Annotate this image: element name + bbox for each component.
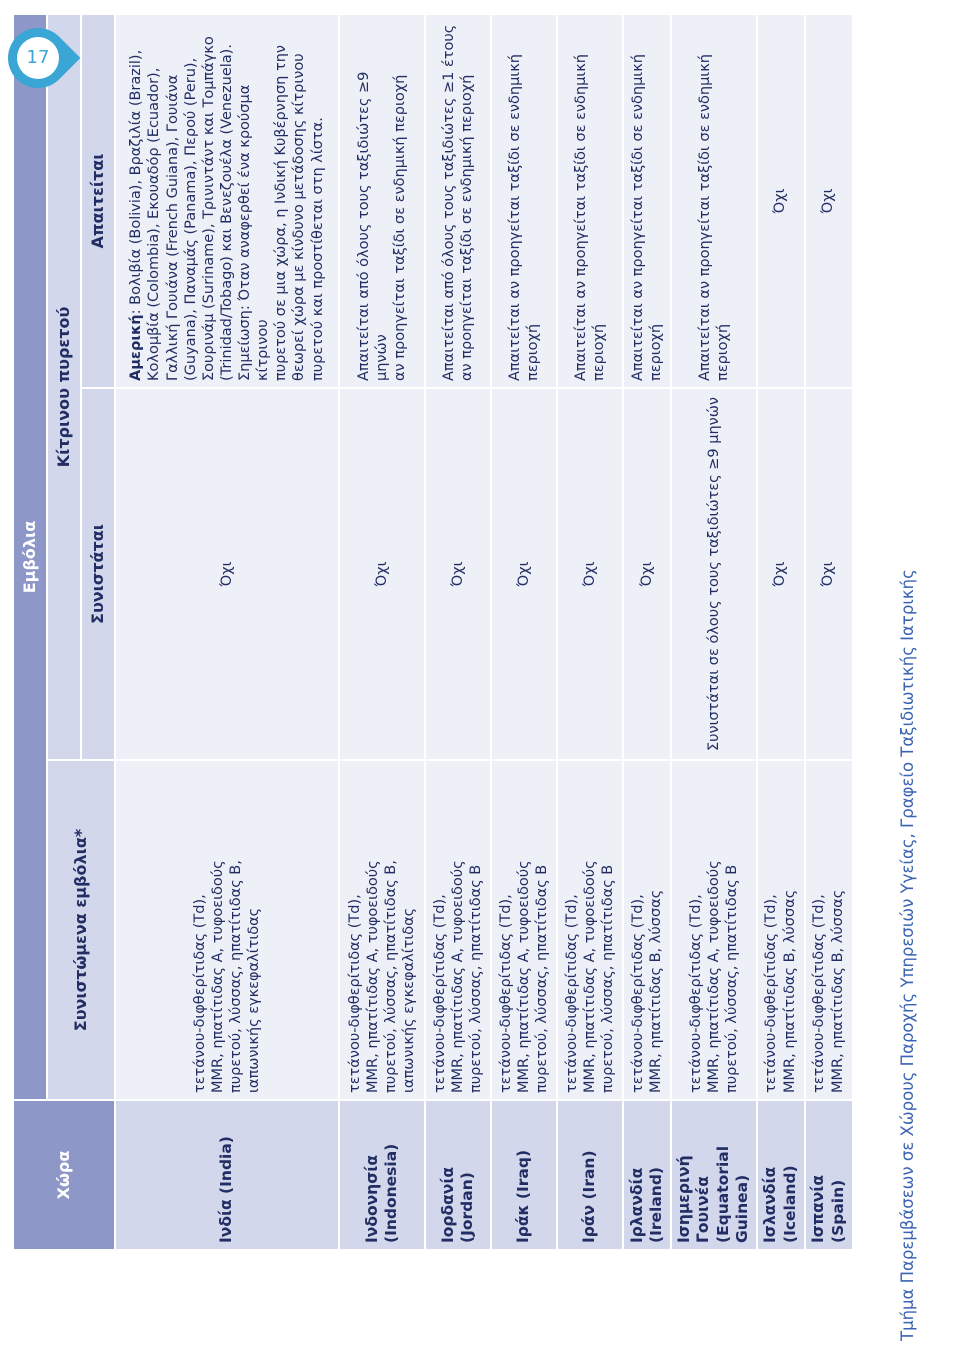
country-name: Ισλανδία (Iceland): [757, 1100, 805, 1250]
header-yf-recommended: Συνιστάται: [81, 388, 115, 760]
recommended-vaccines: [671, 760, 757, 1100]
vaccine-line: MMR, ηπατίτιδας Α, τυφοειδούς: [209, 860, 226, 1093]
recommended-vaccines: [115, 760, 339, 1100]
vaccine-line: ιαπωνικής εγκεφαλίτιδας: [246, 907, 263, 1093]
table-row: [491, 14, 557, 1250]
recommended-vaccines: [623, 760, 671, 1100]
yf-required-line: Απαιτείται από όλους τους ταξιδιώτες ≥9 μηνών: [355, 71, 390, 381]
country-name: Ινδονησία (Indonesia): [339, 1100, 425, 1250]
vaccine-line: πυρετού, λύσσας, ηπατίτιδας Β,: [228, 860, 244, 1093]
recommended-vaccines: [491, 760, 557, 1100]
yf-required-line: Σημείωση: Όταν αναφερθεί ένα κρούσμα κίτρινου: [237, 84, 272, 381]
vaccine-line: πυρετού, λύσσας, ηπατίτιδας Β: [534, 864, 551, 1093]
vaccine-line: πυρετού, λύσσας, ηπατίτιδας Β,: [383, 860, 399, 1093]
yf-required-text: : Βολιβία (Bolivia), Βραζιλία (Brazil),: [128, 49, 145, 315]
vaccine-line: τετάνου-διφθερίτιδας (Td),: [629, 894, 646, 1093]
table-row: [339, 14, 425, 1250]
yf-required-line: περιοχή: [648, 323, 664, 381]
yf-required-line: Απαιτείται αν προηγείται ταξίδι σε ενδημική: [506, 54, 523, 381]
table-row: [425, 14, 491, 1250]
yf-required-line: πυρετού σε μια χώρα, η Ινδική Κυβέρνηση την: [273, 45, 290, 381]
yf-required-line: περιοχή: [714, 323, 731, 381]
vaccine-line: MMR, ηπατίτιδας Α, τυφοειδούς: [705, 860, 722, 1093]
yf-required-line: (Guyana), Παναμάς (Panama), Περού (Peru),: [182, 57, 199, 381]
vaccine-line: MMR, ηπατίτιδας Α, τυφοειδούς: [449, 860, 466, 1093]
vaccine-line: τετάνου-διφθερίτιδας (Td),: [346, 894, 363, 1093]
yf-required-line: Απαιτείται αν προηγείται ταξίδι σε ενδημική: [696, 54, 713, 381]
recommended-vaccines: [339, 760, 425, 1100]
yf-required-line: περιοχή: [591, 323, 607, 381]
yf-recommended-value: Όχι: [425, 388, 491, 760]
yf-required-line: Σουρινάμ (Suriname), Τρινιντάντ και Τομπάγκο: [200, 36, 217, 381]
region-label: Αμερική: [128, 314, 145, 381]
yf-required-line: Κολομβία (Colombia), Εκουαδόρ (Ecuador),: [146, 67, 163, 381]
yf-required-line: πυρετού και προστίθεται στη λίστα.: [309, 117, 326, 381]
yf-required-line: [127, 21, 145, 381]
vaccine-line: MMR, ηπατίτιδας Α, τυφοειδούς: [581, 860, 598, 1093]
footer-text: Τμήμα Παρεμβάσεων σε Χώρους Παροχής Υπηρεσιών Υγείας, Γραφείο Ταξιδιωτικής Ιατρικής: [898, 569, 917, 1341]
page-number: 17: [26, 47, 50, 68]
vaccine-line: MMR, ηπατίτιδας Β, λύσσας: [781, 889, 798, 1093]
country-name: Ισπανία (Spain): [805, 1100, 853, 1250]
yf-required-line: Γαλλική Γουιάνα (French Guiana), Γουιάνα: [164, 74, 181, 381]
yf-required-line: Απαιτείται αν προηγείται ταξίδι σε ενδημική: [572, 54, 589, 381]
vaccine-line: ιαπωνικής εγκεφαλίτιδας: [401, 907, 418, 1093]
yf-recommended-value: Συνιστάται σε όλους τους ταξιδιώτες ≥9 μηνών: [671, 388, 757, 760]
vaccine-line: τετάνου-διφθερίτιδας (Td),: [811, 894, 828, 1093]
recommended-vaccines: [425, 760, 491, 1100]
vaccine-line: πυρετού, λύσσας, ηπατίτιδας Β: [600, 864, 617, 1093]
country-name: Ιράν (Iran): [557, 1100, 623, 1250]
header-vaccines: Εμβόλια: [13, 14, 47, 1100]
table-row: [757, 14, 805, 1250]
yf-required-line: Όχι: [820, 188, 837, 214]
vaccine-line: τετάνου-διφθερίτιδας (Td),: [563, 894, 580, 1093]
vaccine-line: τετάνου-διφθερίτιδας (Td),: [431, 894, 448, 1093]
yf-required-value: [805, 14, 853, 388]
table-row: [115, 14, 339, 1250]
country-name: Ιρλανδία (Ireland): [623, 1100, 671, 1250]
vaccine-line: πυρετού, λύσσας, ηπατίτιδας Β: [723, 864, 740, 1093]
yf-required-line: Απαιτείται από όλους τους ταξιδιώτες ≥1 έτους: [440, 24, 457, 381]
vaccine-line: τετάνου-διφθερίτιδας (Td),: [497, 894, 514, 1093]
yf-required-value: [425, 14, 491, 388]
header-country: Χώρα: [13, 1100, 115, 1250]
table-row: [623, 14, 671, 1250]
vaccine-line: τετάνου-διφθερίτιδας (Td),: [191, 894, 208, 1093]
yf-required-line: Απαιτείται αν προηγείται ταξίδι σε ενδημική: [629, 54, 646, 381]
header-yellow-fever: Κίτρινου πυρετού: [47, 14, 81, 760]
yf-required-value: [671, 14, 757, 388]
yf-required-line: αν προηγείται ταξίδι σε ενδημική περιοχή: [459, 74, 475, 381]
table-row: [557, 14, 623, 1250]
page-number-badge: [8, 10, 82, 84]
vaccine-line: MMR, ηπατίτιδας Α, τυφοειδούς: [515, 860, 532, 1093]
country-name: Ισημερινή Γουινέα (Equatorial Guinea): [671, 1100, 757, 1250]
yf-required-value: [557, 14, 623, 388]
vaccine-line: MMR, ηπατίτιδας Α, τυφοειδούς: [364, 860, 381, 1093]
yf-recommended-value: Όχι: [757, 388, 805, 760]
table-row: [671, 14, 757, 1250]
yf-recommended-value: Όχι: [339, 388, 425, 760]
yf-required-line: περιοχή: [525, 323, 541, 381]
country-name: Ιράκ (Iraq): [491, 1100, 557, 1250]
recommended-vaccines: [805, 760, 853, 1100]
yf-required-value: [115, 14, 339, 388]
vaccination-table: [12, 13, 854, 1251]
header-yf-required: Απαιτείται: [81, 14, 115, 388]
yf-recommended-value: Όχι: [115, 388, 339, 760]
vaccine-line: τετάνου-διφθερίτιδας (Td),: [763, 894, 780, 1093]
yf-recommended-value: Όχι: [805, 388, 853, 760]
yf-required-value: [491, 14, 557, 388]
vaccine-line: MMR, ηπατίτιδας Β, λύσσας: [829, 889, 846, 1093]
country-name: Ιορδανία (Jordan): [425, 1100, 491, 1250]
vaccine-line: τετάνου-διφθερίτιδας (Td),: [687, 894, 704, 1093]
yf-required-line: θεωρεί χώρα με κίνδυνο μετάδοσης κίτρινου: [291, 53, 308, 381]
recommended-vaccines: [557, 760, 623, 1100]
yf-recommended-value: Όχι: [623, 388, 671, 760]
vaccine-line: MMR, ηπατίτιδας Β, λύσσας: [648, 889, 664, 1093]
table-row: [805, 14, 853, 1250]
yf-recommended-value: Όχι: [557, 388, 623, 760]
yf-required-line: αν προηγείται ταξίδι σε ενδημική περιοχή: [392, 74, 409, 381]
vaccine-line: πυρετού, λύσσας, ηπατίτιδας Β: [468, 864, 485, 1093]
yf-required-value: [757, 14, 805, 388]
yf-required-line: (Trinidad/Tobago) και Βενεζουέλα (Venezuela).: [218, 44, 235, 381]
yf-required-line: Όχι: [772, 188, 789, 214]
header-recommended: Συνιστώμενα εμβόλια*: [47, 760, 115, 1100]
yf-required-value: [339, 14, 425, 388]
recommended-vaccines: [757, 760, 805, 1100]
yf-recommended-value: Όχι: [491, 388, 557, 760]
yf-required-value: [623, 14, 671, 388]
country-name: Ινδία (India): [115, 1100, 339, 1250]
